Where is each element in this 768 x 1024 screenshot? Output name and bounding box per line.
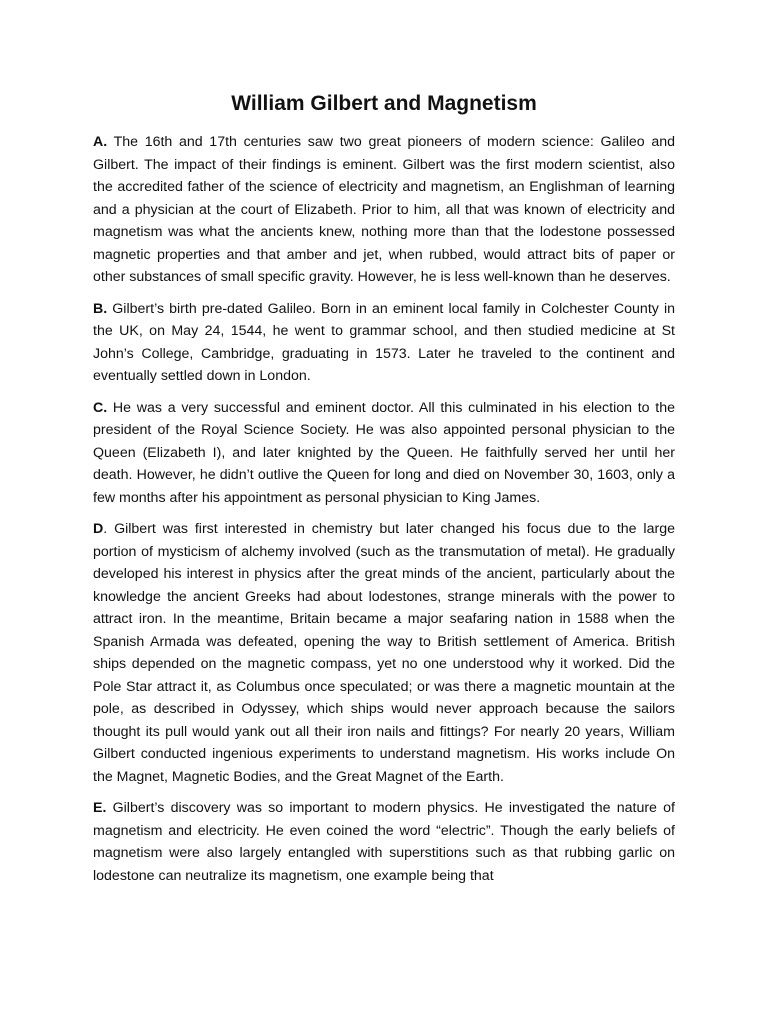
paragraph-label: A. [93,134,108,150]
paragraph-label: E. [93,800,107,816]
paragraph-text: He was a very successful and eminent doctor. All this culminated in his election to the president of the Royal Science Society. He was also appointed personal physician to the Queen (Elizabeth I), and later knighted by the Queen. He faithfully served her until her death. However, he didn’t outlive the Queen for long and died on November 30, 1603, only a few months after his appointment as personal physician to King James. [93,399,675,506]
paragraph-c [93,397,675,510]
paragraph-e [93,797,675,887]
paragraph-text: The 16th and 17th centuries saw two great pioneers of modern science: Galileo and Gilbert. The impact of their findings is eminent. Gilbert was the first modern scientist, also the accredited father of the science of electricity and magnetism, an Englishman of learning and a physician at the court of Elizabeth. Prior to him, all that was known of electricity and magnetism was what the ancients knew, nothing more than that the lodestone possessed magnetic properties and that amber and jet, when rubbed, would attract bits of paper or other substances of small specific gravity. However, he is less well-known than he deserves. [93,134,675,285]
paragraph-label: B. [93,300,108,317]
paragraph-text: Gilbert’s discovery was so important to modern physics. He investigated the nature of magnetism and electricity. He even coined the word “electric”. Though the early beliefs of magnetism were also largely entangled with superstitions such as that rubbing garlic on lodestone can neutralize its magnetism, one example being that [93,800,675,884]
paragraph-a [93,131,675,289]
article-body [93,131,675,896]
paragraph-b [93,298,675,388]
paragraph-text: . Gilbert was first interested in chemistry but later changed his focus due to the large portion of mysticism of alchemy involved (such as the transmutation of metal). He gradually developed his interest in physics after the great minds of the ancient, particularly about the knowledge the ancient Greeks had about lodestones, strange minerals with the power to attract iron. In the meantime, Britain became a major seafaring nation in 1588 when the Spanish Armada was defeated, opening the way to British settlement of America. British ships depended on the magnetic compass, yet no one understood why it worked. Did the Pole Star attract it, as Columbus once speculated; or was there a magnetic mountain at the pole, as described in Odyssey, which ships would never approach because the sailors thought its pull would yank out all their iron nails and fittings? For nearly 20 years, William Gilbert conducted ingenious experiments to understand magnetism. His works include On the Magnet, Magnetic Bodies, and the Great Magnet of the Earth. [93,521,675,785]
paragraph-label: D [93,521,104,537]
page-title: William Gilbert and Magnetism [231,92,537,115]
paragraph-label: C. [93,399,108,416]
paragraph-text: Gilbert’s birth pre-dated Galileo. Born in an eminent local family in Colchester County in the UK, on May 24, 1544, he went to grammar school, and then studied medicine at St John’s College, Cambridge, graduating in 1573. Later he traveled to the continent and eventually settled down in London. [93,300,675,384]
paragraph-d [93,518,675,788]
